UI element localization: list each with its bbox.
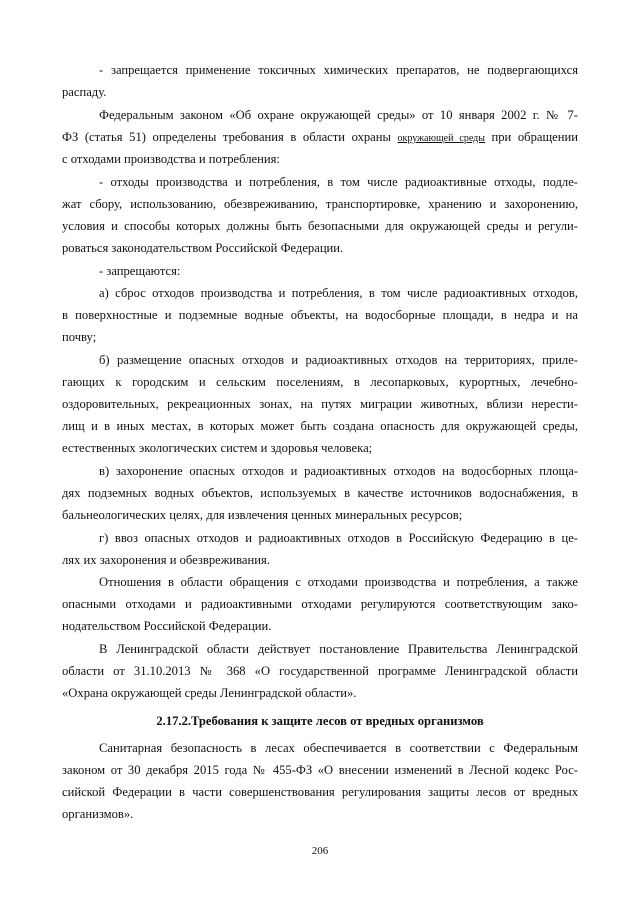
paragraph-line — [62, 129, 578, 147]
paragraph-line: в) захоронение опасных отходов и радиоактивных отходов на водосборных площа- — [99, 464, 578, 478]
paragraph-line: области от 31.10.2013 № 368 «О государственной программе Ленинградской области — [62, 664, 578, 678]
paragraph-line: условия и способы которых должны быть безопасными для окружающей среды и регули- — [62, 219, 578, 233]
paragraph-line: сийской Федерации в части совершенствования регулирования защиты лесов от вредных — [62, 785, 578, 799]
paragraph-text: ФЗ (статья 51) определены требования в области охраны — [62, 130, 391, 144]
paragraph-line: лях их захоронения и обезвреживания. — [62, 553, 270, 567]
section-heading: 2.17.2.Требования к защите лесов от вредных организмов — [156, 714, 484, 728]
paragraph-line: Отношения в области обращения с отходами производства и потребления, а также — [99, 575, 578, 589]
paragraph-line: «Охрана окружающей среды Ленинградской области». — [62, 686, 357, 700]
paragraph-line: б) размещение опасных отходов и радиоактивных отходов на территориях, приле- — [99, 353, 578, 367]
paragraph-line: бальнеологических целях, для извлечения ценных минеральных ресурсов; — [62, 508, 463, 522]
paragraph-line: с отходами производства и потребления: — [62, 152, 280, 166]
paragraph-line: В Ленинградской области действует постановление Правительства Ленинградской — [99, 642, 578, 656]
paragraph-line: гающих к городским и сельским поселениям, в лесопарковых, курортных, лечебно- — [62, 375, 578, 389]
paragraph-line: опасными отходами и радиоактивными отходами регулируются соответствующим зако- — [62, 597, 578, 611]
paragraph-line: распаду. — [62, 85, 107, 99]
paragraph-line: Санитарная безопасность в лесах обеспечивается в соответствии с Федеральным — [99, 741, 578, 755]
paragraph-line: а) сброс отходов производства и потребления, в том числе радиоактивных отходов, — [99, 286, 578, 300]
paragraph-line: дях подземных водных объектов, используемых в качестве источников водоснабжения, в — [62, 486, 578, 500]
paragraph-line: нодательством Российской Федерации. — [62, 619, 272, 633]
paragraph-line: оздоровительных, рекреационных зонах, на путях миграции животных, вблизи нерести- — [62, 397, 578, 411]
paragraph-text: при обращении — [491, 130, 578, 144]
paragraph-line: почву; — [62, 330, 97, 344]
paragraph-line: - запрещается применение токсичных химических препаратов, не подвергающихся — [99, 63, 578, 77]
paragraph-line: организмов». — [62, 807, 134, 821]
paragraph-line: г) ввоз опасных отходов и радиоактивных отходов в Российскую Федерацию в це- — [99, 531, 578, 545]
paragraph-line: лищ и в иных местах, в которых может быть создана опасность для окружающей среды, — [62, 419, 578, 433]
paragraph-line: законом от 30 декабря 2015 года № 455-ФЗ «О внесении изменений в Лесной кодекс Рос- — [62, 763, 578, 777]
paragraph-line: - отходы производства и потребления, в том числе радиоактивные отходы, подле- — [99, 175, 578, 189]
underlined-term: окружающей среды — [397, 133, 485, 144]
page-number: 206 — [311, 845, 329, 857]
paragraph-line: - запрещаются: — [99, 264, 181, 278]
paragraph-line: Федеральным законом «Об охране окружающей среды» от 10 января 2002 г. № 7- — [99, 108, 578, 122]
paragraph-line: роваться законодательством Российской Федерации. — [62, 241, 344, 255]
paragraph-line: естественных экологических систем и здоровья человека; — [62, 441, 373, 455]
paragraph-line: в поверхностные и подземные водные объекты, на водосборные площади, в недра и на — [62, 308, 578, 322]
paragraph-line: жат сбору, использованию, обезвреживанию, транспортировке, хранению и захоронению, — [62, 197, 578, 211]
